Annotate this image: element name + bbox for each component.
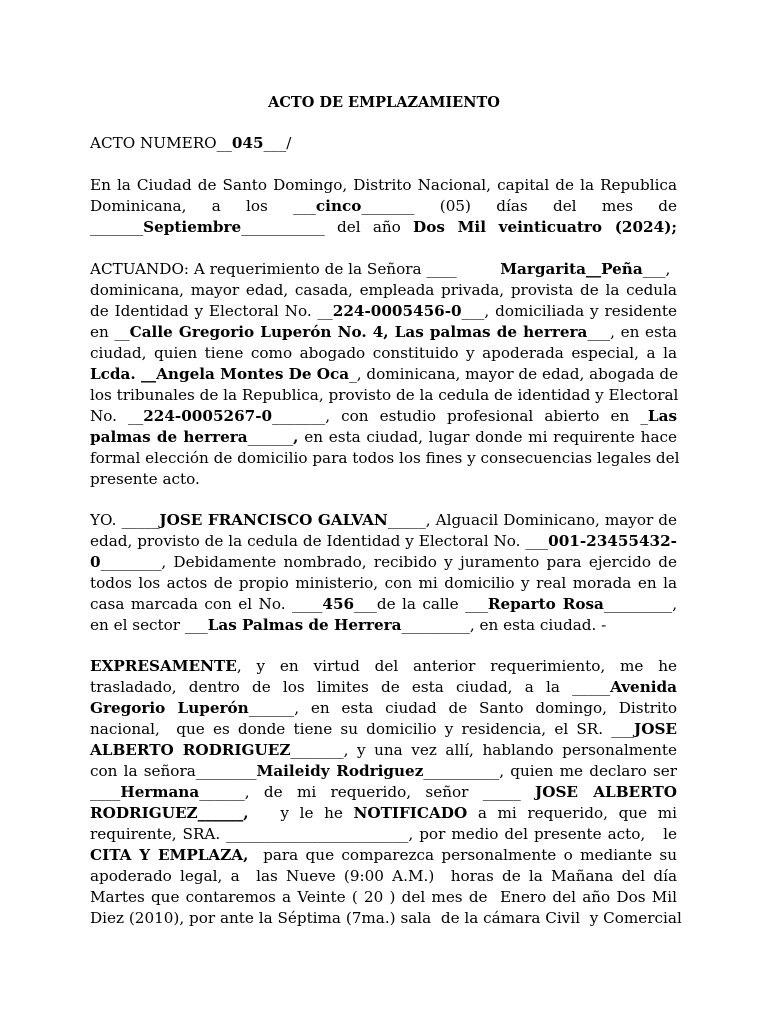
text-run: ___, domiciliada y residente xyxy=(461,302,677,320)
text-run: edad, provisto de la cedula de Identidad y Electoral No. ___ xyxy=(90,532,549,550)
text-run: apoderado legal, a las Nueve (9:00 A.M.) horas de la Mañana del día xyxy=(90,867,677,885)
text-run: 224-0005456-0 xyxy=(332,302,462,320)
text-run: 0 xyxy=(90,553,101,571)
text-run: ciudad, quien tiene como abogado constituido y apoderada especial, a la xyxy=(90,344,677,362)
body-line xyxy=(90,719,677,740)
body-line xyxy=(90,364,677,385)
text-run: _____, Alguacil Dominicano, mayor de xyxy=(387,511,677,529)
text-run: 224-0005267-0 xyxy=(143,407,273,425)
text-run: ________, Debidamente nombrado, recibido y juramento para ejercido de xyxy=(100,553,677,571)
body-line xyxy=(90,761,677,782)
text-run: Dominicana, a los ___ xyxy=(90,197,316,215)
text-run: trasladado, dentro de los limites de esta ciudad, a la _____ xyxy=(90,678,611,696)
text-run: Reparto Rosa xyxy=(487,595,604,613)
body-line xyxy=(90,217,677,238)
body-line xyxy=(90,196,677,217)
text-run: con la señora________ xyxy=(90,762,257,780)
body-line xyxy=(90,656,677,677)
text-run: ___de la calle ___ xyxy=(354,595,488,613)
text-run: _______ (05) días del mes de xyxy=(361,197,677,215)
text-run: _________, xyxy=(603,595,678,613)
text-run: de Identidad y Electoral No. __ xyxy=(90,302,333,320)
text-run: Hermana xyxy=(120,783,200,801)
text-run: 001-23455432- xyxy=(548,532,677,550)
text-run: en esta ciudad, lugar donde mi requirente hace xyxy=(298,428,677,446)
text-run: requirente, SRA. ________________________, por medio del presente acto, le xyxy=(90,825,677,843)
text-run: cinco xyxy=(315,197,362,215)
text-run: los tribunales de la Republica, provisto de la cedula de identidad y Electoral xyxy=(90,386,679,404)
body-line xyxy=(90,594,677,615)
text-run: NOTIFICADO xyxy=(353,804,468,822)
text-run: _______ xyxy=(90,218,144,236)
text-run: Las xyxy=(647,407,677,425)
text-run: Gregorio Luperón xyxy=(90,699,249,717)
text-run: ______, en esta ciudad de Santo domingo, Distrito xyxy=(248,699,677,717)
text-run: formal elección de domicilio para todos los fines y consecuencias legales del xyxy=(90,449,680,467)
body-line xyxy=(90,301,677,322)
text-run: ACTO NUMERO__ xyxy=(90,134,232,152)
text-run: dominicana, mayor edad, casada, empleada privada, provista de la cedula xyxy=(90,281,677,299)
text-run: _________, en esta ciudad. - xyxy=(401,616,607,634)
body-line xyxy=(90,782,677,803)
body-line xyxy=(90,824,677,845)
text-run: ___, xyxy=(642,260,671,278)
body-line xyxy=(90,322,677,343)
body-line xyxy=(90,552,677,573)
body-line xyxy=(90,866,677,887)
text-run: a mi requerido, que mi xyxy=(467,804,677,822)
text-run: ___/ xyxy=(263,134,292,152)
text-run: 045 xyxy=(231,134,264,152)
text-run: __________, quien me declaro ser xyxy=(423,762,677,780)
text-run: palmas de herrera xyxy=(90,428,248,446)
body-line xyxy=(90,615,677,636)
body-line xyxy=(90,259,677,280)
body-line xyxy=(90,448,680,469)
body-line xyxy=(90,133,677,154)
text-run: ______ xyxy=(247,428,294,446)
text-run: Martes que contaremos a Veinte ( 20 ) del mes de Enero del año Dos Mil xyxy=(90,888,677,906)
text-run: Calle Gregorio Luperón No. 4, Las palmas de herrera xyxy=(129,323,588,341)
body-line xyxy=(90,531,677,552)
text-run: _______, con estudio profesional abierto en _ xyxy=(272,407,648,425)
body-line xyxy=(90,740,677,761)
text-run: , xyxy=(293,428,299,446)
body-line xyxy=(90,887,677,908)
text-run: RODRIGUEZ______, xyxy=(90,804,249,822)
document-title: ACTO DE EMPLAZAMIENTO xyxy=(268,94,500,111)
text-run: todos los actos de propio ministerio, con mi domicilio y real morada en la xyxy=(90,574,677,592)
text-run: Dos Mil veinticuatro (2024); xyxy=(413,218,677,236)
text-run: Septiembre xyxy=(143,218,242,236)
body-line xyxy=(90,469,677,490)
text-run: ACTUANDO: A requerimiento de la Señora ____ xyxy=(90,260,501,278)
text-run: Lcda. __Angela Montes De Oca xyxy=(90,365,350,383)
body-line xyxy=(90,343,677,364)
text-run: 456 xyxy=(322,595,355,613)
text-run: ___________ del año xyxy=(241,218,414,236)
text-run: Las Palmas de Herrera xyxy=(207,616,402,634)
text-run: y le he xyxy=(248,804,354,822)
body-line xyxy=(90,845,677,866)
text-run: en __ xyxy=(90,323,130,341)
text-run: YO. _____ xyxy=(90,511,160,529)
text-run: _, dominicana, mayor de edad, abogada de xyxy=(349,365,679,383)
text-run: _______, y una vez allí, hablando personalmente xyxy=(290,741,677,759)
text-run: Margarita__Peña xyxy=(500,260,643,278)
text-run: para que comparezca personalmente o mediante su xyxy=(248,846,677,864)
body-line xyxy=(90,677,677,698)
text-run: EXPRESAMENTE xyxy=(90,657,237,675)
body-line xyxy=(90,385,677,406)
text-run: No. __ xyxy=(90,407,144,425)
body-line xyxy=(90,406,677,427)
text-run: ______, de mi requerido, señor _____ xyxy=(199,783,536,801)
text-run: JOSE ALBERTO xyxy=(535,783,678,801)
text-run: , y en virtud del anterior requerimiento, me he xyxy=(236,657,677,675)
text-run: casa marcada con el No. ____ xyxy=(90,595,323,613)
body-line xyxy=(90,908,682,929)
text-run: ___, en esta xyxy=(587,323,677,341)
body-line xyxy=(90,510,677,531)
text-run: ____ xyxy=(90,783,121,801)
text-run: JOSE xyxy=(634,720,677,738)
text-run: Avenida xyxy=(610,678,677,696)
body-line xyxy=(90,175,677,196)
body-line xyxy=(90,803,677,824)
text-run: presente acto. xyxy=(90,470,200,488)
body-line xyxy=(90,280,677,301)
body-line xyxy=(90,427,677,448)
text-run: Maileidy Rodriguez xyxy=(256,762,424,780)
text-run: Diez (2010), por ante la Séptima (7ma.) sala de la cámara Civil y Comercial xyxy=(90,909,682,927)
text-run: En la Ciudad de Santo Domingo, Distrito Nacional, capital de la Republica xyxy=(90,176,677,194)
body-line xyxy=(90,698,677,719)
text-run: en el sector ___ xyxy=(90,616,208,634)
body-line xyxy=(90,573,677,594)
text-run: JOSE FRANCISCO GALVAN xyxy=(159,511,388,529)
text-run: CITA Y EMPLAZA, xyxy=(90,846,249,864)
text-run: ALBERTO RODRIGUEZ xyxy=(90,741,291,759)
text-run: nacional, que es donde tiene su domicilio y residencia, el SR. ___ xyxy=(90,720,635,738)
